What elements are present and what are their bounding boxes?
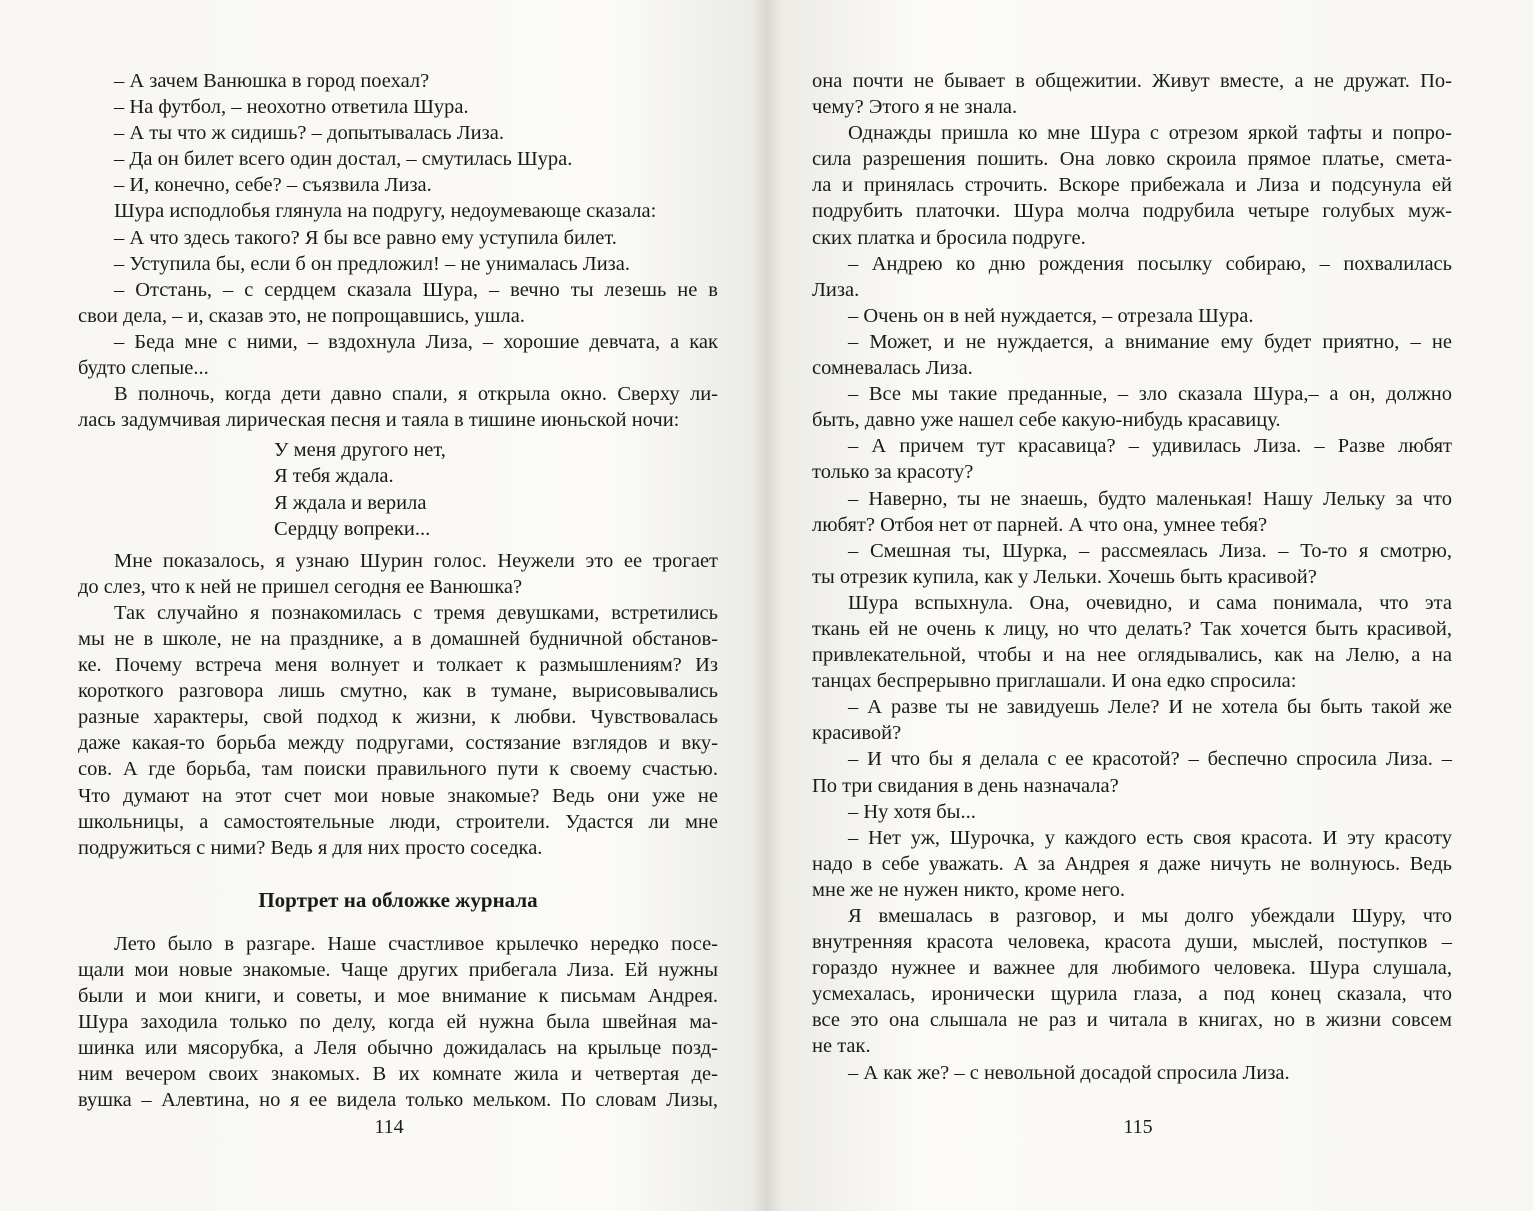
text-line: подрубить платочки. Шура молча подрубила четыре голубых муж-	[812, 200, 1452, 223]
text-line: Однажды пришла ко мне Шура с отрезом яркой тафты и попро-	[848, 122, 1452, 145]
paragraph	[812, 68, 1452, 120]
paragraph	[812, 694, 1452, 746]
text-line: – На футбол, – неохотно ответила Шура.	[114, 96, 469, 119]
text-line: шинка или мясорубка, а Леля обычно дожидалась на крыльце позд-	[78, 1037, 718, 1060]
text-line: надо в себе уважать. А за Андрея я даже ничуть не волнуюсь. Ведь	[812, 852, 1452, 875]
paragraph	[812, 825, 1452, 903]
text-line: до слез, что к ней не пришел сегодня ее Ванюшка?	[78, 575, 523, 598]
text-line: – Да он билет всего один достал, – смутилась Шура.	[114, 148, 573, 171]
paragraph	[78, 381, 718, 433]
text-line: танцах беспрерывно приглашали. И она едко спросила:	[812, 670, 1297, 693]
text-line: лась задумчивая лирическая песня и таяла в тишине июньской ночи:	[78, 409, 680, 432]
text-line: Лето было в разгаре. Наше счастливое крылечко нередко посе-	[114, 932, 718, 955]
paragraph	[812, 1060, 1452, 1086]
text-line: свои дела, – и, сказав это, не попрощавшись, ушла.	[78, 304, 525, 327]
paragraph	[812, 433, 1452, 485]
text-line: Мне показалось, я узнаю Шурин голос. Неужели это ее трогает	[114, 549, 718, 572]
page-number: 115	[1123, 1116, 1153, 1138]
text-line: ла и принялась строчить. Вскоре прибежала и Лиза и подсунула ей	[812, 174, 1452, 197]
text-line: мне же не нужен никто, кроме него.	[812, 878, 1125, 901]
text-line: – Андрею ко дню рождения посылку собираю, – похвалилась	[848, 252, 1452, 275]
paragraph	[812, 746, 1452, 798]
text-line: Что думают на этот счет мои новые знакомые? Ведь они уже не	[78, 784, 718, 807]
text-line: гораздо нужнее и важнее для любимого человека. Шура слушала,	[812, 957, 1452, 980]
text-line: – Нет уж, Шурочка, у каждого есть своя красота. И эту красоту	[848, 826, 1452, 849]
right-page	[812, 68, 1452, 1086]
poem-line: Я тебя ждала.	[274, 465, 394, 488]
text-line: вушка – Алевтина, но я ее видела только мельком. По словам Лизы,	[78, 1089, 718, 1112]
text-line: сомневалась Лиза.	[812, 357, 973, 380]
text-line: короткого разговора лишь смутно, как в тумане, вырисовывались	[78, 680, 718, 703]
text-line: мы не в школе, не на празднике, а в домашней будничной обстанов-	[78, 627, 718, 650]
text-line: внутренняя красота человека, красота души, мыслей, поступков –	[812, 931, 1452, 954]
text-line: Я вмешалась в разговор, и мы долго убеждали Шуру, что	[848, 905, 1452, 927]
text-line: даже какая-то борьба между подругами, состязание взглядов и вку-	[78, 732, 718, 755]
text-line: не так.	[812, 1035, 871, 1058]
paragraph	[78, 600, 718, 861]
text-line: – А зачем Ванюшка в город поехал?	[114, 70, 430, 92]
text-line: – А причем тут красавица? – удивилась Лиза. – Разве любят	[848, 435, 1452, 458]
paragraph	[812, 486, 1452, 538]
left-page	[78, 68, 718, 1114]
paragraph	[812, 799, 1452, 825]
text-line: – А что здесь такого? Я бы все равно ему уступила билет.	[114, 226, 617, 249]
text-line: ткань ей не очень к лицу, но что делать? Так хочется быть красивой,	[812, 617, 1452, 640]
text-line: любят? Отбоя нет от парней. А что она, умнее тебя?	[812, 513, 1268, 536]
text-line: По три свидания в день назначала?	[812, 774, 1119, 797]
text-line: – А разве ты не завидуешь Леле? И не хотела бы быть такой же	[848, 696, 1452, 719]
text-line: сила разрешения пошить. Она ловко скроила прямое платье, смета-	[812, 148, 1452, 171]
text-line: – Смешная ты, Шурка, – рассмеялась Лиза. – То-то я смотрю,	[848, 539, 1452, 562]
paragraph	[812, 120, 1452, 250]
dialogue-block	[78, 68, 718, 277]
text-line: – И, конечно, себе? – съязвила Лиза.	[114, 174, 432, 197]
paragraph	[812, 381, 1452, 433]
text-line: Шура вспыхнула. Она, очевидно, и сама понимала, что эта	[848, 591, 1452, 614]
text-line: – Наверно, ты не знаешь, будто маленькая! Нашу Лельку за что	[848, 487, 1452, 510]
poem-line: У меня другого нет,	[274, 439, 446, 462]
paragraph	[812, 538, 1452, 590]
text-line: сов. А где борьба, там поиски правильного пути к своему счастью.	[78, 758, 718, 781]
text-line: Лиза.	[812, 278, 860, 301]
text-line: – И что бы я делала с ее красотой? – беспечно спросила Лиза. –	[848, 748, 1452, 771]
text-line: быть, давно уже нашел себе какую-нибудь красавицу.	[812, 409, 1281, 432]
paragraph	[812, 590, 1452, 694]
text-line: щали мои новые знакомые. Чаще других прибегала Лиза. Ей нужны	[78, 959, 718, 981]
text-line: чему? Этого я не знала.	[812, 96, 1018, 119]
text-line: она почти не бывает в общежитии. Живут вместе, а не дружат. По-	[812, 70, 1452, 92]
page-number: 114	[374, 1116, 404, 1138]
paragraph	[78, 277, 718, 329]
paragraph	[812, 251, 1452, 303]
text-line: – Беда мне с ними, – вздохнула Лиза, – хорошие девчата, а как	[114, 330, 718, 353]
text-line: – Все мы такие преданные, – зло сказала Шура,– а он, должно	[848, 383, 1452, 406]
paragraph	[812, 329, 1452, 381]
text-line: ских платка и бросила подруге.	[812, 226, 1086, 249]
poem-line: Я ждала и верила	[274, 491, 427, 514]
text-line: будто слепые...	[78, 357, 209, 380]
text-line: В полночь, когда дети давно спали, я открыла окно. Сверху ли-	[114, 383, 718, 406]
text-line: – Уступила бы, если б он предложил! – не унималась Лиза.	[114, 252, 630, 275]
text-line: – А как же? – с невольной досадой спросила Лиза.	[848, 1061, 1290, 1084]
text-line: школьницы, а самостоятельные люди, строители. Удастся ли мне	[78, 810, 718, 833]
text-line: все это она слышала не раз и читала в книгах, но в жизни совсем	[812, 1009, 1452, 1032]
text-line: красивой?	[812, 722, 902, 745]
paragraph	[78, 548, 718, 600]
text-line: разные характеры, свой подход к жизни, к любви. Чувствовалась	[78, 706, 718, 729]
text-line: ты отрезик купила, как у Лельки. Хочешь быть красивой?	[812, 565, 1317, 588]
paragraph	[78, 329, 718, 381]
paragraph	[812, 303, 1452, 329]
text-line: Шура исподлобья глянула на подругу, недоумевающе сказала:	[114, 200, 657, 223]
text-line: усмехалась, иронически щурила глаза, а под конец сказала, что	[812, 983, 1452, 1006]
text-line: ке. Почему встреча меня волнует и толкает к размышлениям? Из	[78, 654, 718, 677]
text-line: подружиться с ними? Ведь я для них просто соседка.	[78, 836, 543, 859]
text-line: только за красоту?	[812, 461, 974, 484]
text-line: – Отстань, – с сердцем сказала Шура, – вечно ты лезешь не в	[114, 278, 718, 301]
poem-line: Сердцу вопреки...	[274, 517, 431, 540]
paragraph	[812, 903, 1452, 1060]
text-line: – А ты что ж сидишь? – допытывалась Лиза.	[114, 122, 504, 145]
text-line: – Может, и не нуждается, а внимание ему будет приятно, – не	[848, 330, 1452, 353]
text-line: ним вечером своих знакомых. В их комнате жила и четвертая де-	[78, 1063, 718, 1086]
section-heading: Портрет на обложке журнала	[258, 887, 538, 912]
text-line: привлекательной, чтобы и на нее оглядывались, как на Лелю, а на	[812, 644, 1452, 667]
poem	[78, 437, 718, 541]
text-line: – Очень он в ней нуждается, – отрезала Шура.	[848, 304, 1254, 327]
paragraph	[78, 931, 718, 1114]
text-line: Шура заходила только по делу, когда ей нужна была швейная ма-	[78, 1011, 718, 1034]
text-line: Так случайно я познакомилась с тремя девушками, встретились	[114, 601, 718, 624]
text-line: были и мои книги, и советы, и мое внимание к письмам Андрея.	[78, 985, 718, 1008]
text-line: – Ну хотя бы...	[848, 800, 976, 823]
